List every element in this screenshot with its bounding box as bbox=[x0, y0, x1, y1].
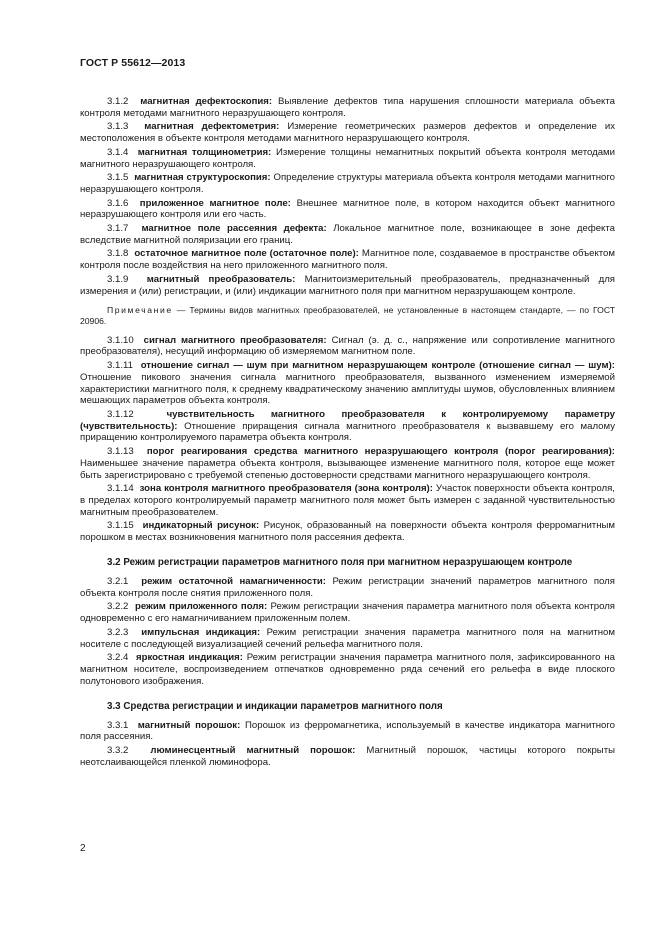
document-code: ГОСТ Р 55612—2013 bbox=[80, 57, 186, 69]
term-title: режим приложенного поля: bbox=[134, 601, 268, 613]
term-definition: Локальное магнитное поле, возникающее в зоне дефекта вследствие магнитной поляризации его границ. bbox=[80, 222, 615, 246]
term-definition: Магнитный порошок, частицы которого покрыты неотслаивающейся пленкой люминофора. bbox=[80, 745, 615, 768]
term-title: зона контроля магнитного преобразователя (зона контроля): bbox=[139, 483, 433, 495]
term-definition: Участок поверхности объекта контроля, в пределах которого контролируемый параметр магнитного поля может быть измерен с заданной чувствительностью магнитным преобразователем. bbox=[80, 483, 615, 518]
terms-block-3 bbox=[80, 576, 615, 688]
term-3-1-15: 3.1.15 индикаторный рисунок: Рисунок, образованный на поверхности объекта контроля ферромагнитным порошком в местах возникновения магнитного поля рассеяния дефекта. bbox=[80, 520, 615, 544]
terms-block-1 bbox=[80, 96, 615, 297]
term-title: магнитный преобразователь: bbox=[146, 273, 296, 285]
term-definition: Режим регистрации значения параметра магнитного поля на магнитном носителе с последующей визуализацией сечений рельефа магнитного поля. bbox=[80, 626, 615, 650]
term-title: магнитная дефектоскопия: bbox=[140, 96, 273, 107]
term-title: остаточное магнитное поле (остаточное поле): bbox=[134, 248, 359, 260]
term-title: сигнал магнитного преобразователя: bbox=[143, 334, 327, 346]
term-title: люминесцентный магнитный порошок: bbox=[150, 745, 356, 756]
term-definition: Режим регистрации значений параметров магнитного поля объекта контроля после снятия приложенного поля. bbox=[80, 576, 615, 599]
note bbox=[80, 305, 615, 326]
term-title: чувствительность магнитного преобразователя к контролируемому параметру (чувствительность): bbox=[80, 408, 615, 432]
term-3-2-1: 3.2.1 режим остаточной намагниченности: Режим регистрации значений параметров магнитного поля объекта контроля после снятия приложенного поля. bbox=[80, 576, 615, 599]
term-definition: Внешнее магнитное поле, в котором находится объект магнитного неразрушающего контроля или его часть. bbox=[80, 197, 616, 221]
term-3-1-6: 3.1.6 приложенное магнитное поле: Внешнее магнитное поле, в котором находится объект магнитного неразрушающего контроля или его часть. bbox=[80, 197, 616, 221]
term-definition: Определение структуры материала объекта контроля методами магнитного неразрушающего контроля. bbox=[80, 172, 615, 195]
term-3-1-5: 3.1.5 магнитная структуроскопия: Определение структуры материала объекта контроля методами магнитного неразрушающего контроля. bbox=[80, 172, 615, 195]
term-title: отношение сигнал — шум при магнитном неразрушающем контроле (отношение сигнал — шум): bbox=[140, 359, 615, 371]
term-title: магнитная структуроскопия: bbox=[134, 172, 271, 184]
term-title: яркостная индикация: bbox=[136, 652, 243, 664]
term-3-3-2: 3.3.2 люминесцентный магнитный порошок: Магнитный порошок, частицы которого покрыты неотслаивающейся пленкой люминофора. bbox=[80, 745, 615, 768]
term-title: магнитный порошок: bbox=[137, 719, 241, 731]
term-definition: Магнитное поле, создаваемое в пространстве объектом контроля после воздействия на него приложенного магнитного поля. bbox=[80, 248, 615, 272]
page-number: 2 bbox=[80, 843, 86, 854]
document-body bbox=[80, 96, 615, 770]
term-title: магнитное поле рассеяния дефекта: bbox=[141, 222, 327, 234]
term-definition: Режим регистрации значения параметра магнитного поля объекта контроля одновременно с его намагничиванием приложенным полем. bbox=[80, 601, 615, 625]
term-definition: Наименьшее значение параметра объекта контроля, вызывающее изменение магнитного поля, которое еще может быть зарегистрировано с требуемой степенью достоверности средствами магнитного неразрушающего контроля. bbox=[80, 457, 615, 481]
term-definition: Режим регистрации значения параметра магнитного поля, зафиксированного на магнитном носителе, воспроизведением отпечатков одновременно ряда сечений его рельефа в виде плоского полутонового изображения. bbox=[80, 652, 615, 687]
term-3-1-11: 3.1.11 отношение сигнал — шум при магнитном неразрушающем контроле (отношение сигнал — шум): Отношение пикового значения сигнала магнитного преобразователя, вызванного изменением измеряемой характеристики магнитного поля, к среднему квадратическому значению амплитуды шумов, обусловленных влиянием мешающих параметров объекта контроля. bbox=[80, 359, 615, 407]
note-label: Примечание bbox=[107, 305, 173, 316]
term-title: порог реагирования средства магнитного неразрушающего контроля (порог реагирования): bbox=[146, 446, 615, 458]
term-title: импульсная индикация: bbox=[141, 626, 261, 638]
term-3-1-2: 3.1.2 магнитная дефектоскопия: Выявление дефектов типа нарушения сплошности материала объекта контроля методами магнитного неразрушающего контроля. bbox=[80, 96, 615, 119]
term-3-1-14: 3.1.14 зона контроля магнитного преобразователя (зона контроля): Участок поверхности объекта контроля, в пределах которого контролируемый параметр магнитного поля может быть измерен с заданной чувствительностью магнитным преобразователем. bbox=[80, 483, 615, 518]
term-3-2-3: 3.2.3 импульсная индикация: Режим регистрации значения параметра магнитного поля на магнитном носителе с последующей визуализацией сечений рельефа магнитного поля. bbox=[80, 626, 615, 650]
term-definition: Измерение геометрических размеров дефектов и определение их местоположения в объекте контроля методами магнитного неразрушающего контроля. bbox=[80, 121, 615, 145]
term-3-1-9: 3.1.9 магнитный преобразователь: Магнитоизмерительный преобразователь, предназначенный для измерения и (или) регистрации, и (или) индикации магнитного поля при магнитном неразрушающем контроле. bbox=[80, 273, 615, 297]
term-3-3-1: 3.3.1 магнитный порошок: Порошок из ферромагнетика, используемый в качестве индикатора магнитного поля рассеяния. bbox=[80, 719, 615, 743]
term-3-1-13: 3.1.13 порог реагирования средства магнитного неразрушающего контроля (порог реагирования): Наименьшее значение параметра объекта контроля, вызывающее изменение магнитного поля, которое еще может быть зарегистрировано с требуемой степенью достоверности средствами магнитного неразрушающего контроля. bbox=[80, 446, 615, 481]
term-3-2-2: 3.2.2 режим приложенного поля: Режим регистрации значения параметра магнитного поля объекта контроля одновременно с его намагничиванием приложенным полем. bbox=[80, 601, 615, 625]
term-definition: Порошок из ферромагнетика, используемый в качестве индикатора магнитного поля рассеяния. bbox=[80, 719, 615, 743]
term-definition: Измерение толщины немагнитных покрытий объекта контроля методами магнитного неразрушающего контроля. bbox=[80, 146, 616, 170]
section-heading-3-2: 3.2 Режим регистрации параметров магнитного поля при магнитном неразрушающем контроле bbox=[107, 557, 573, 569]
term-title: магнитная дефектометрия: bbox=[144, 121, 280, 133]
term-definition: Отношение пикового значения сигнала магнитного преобразователя, вызванного изменением измеряемой характеристики магнитного поля, к среднему квадратическому значению амплитуды шумов, обусловленных влиянием мешающих параметров объекта контроля. bbox=[80, 371, 615, 407]
term-definition: Магнитоизмерительный преобразователь, предназначенный для измерения и (или) регистрации, и (или) индикации магнитного поля при магнитном неразрушающем контроле. bbox=[80, 273, 615, 297]
term-3-1-4: 3.1.4 магнитная толщинометрия: Измерение толщины немагнитных покрытий объекта контроля методами магнитного неразрушающего контроля. bbox=[80, 146, 616, 170]
term-3-1-3: 3.1.3 магнитная дефектометрия: Измерение геометрических размеров дефектов и определение их местоположения в объекте контроля методами магнитного неразрушающего контроля. bbox=[80, 121, 615, 145]
term-title: режим остаточной намагниченности: bbox=[141, 576, 326, 588]
term-definition: Отношение приращения сигнала магнитного преобразователя к вызвавшему его малому приращению контролируемого параметра объекта контроля. bbox=[80, 420, 615, 444]
term-3-1-10: 3.1.10 сигнал магнитного преобразователя: Сигнал (э. д. с., напряжение или сопротивление магнитного преобразователя), несущий информацию об измеряемом магнитном поле. bbox=[80, 334, 615, 358]
term-title: индикаторный рисунок: bbox=[142, 520, 260, 532]
term-title: приложенное магнитное поле: bbox=[139, 197, 291, 209]
term-definition: Рисунок, образованный на поверхности объекта контроля ферромагнитным порошком в местах возникновения магнитного поля рассеяния дефекта. bbox=[80, 520, 615, 544]
terms-block-2 bbox=[80, 335, 615, 545]
term-title: магнитная толщинометрия: bbox=[137, 146, 272, 158]
term-3-2-4: 3.2.4 яркостная индикация: Режим регистрации значения параметра магнитного поля, зафиксированного на магнитном носителе, воспроизведением отпечатков одновременно ряда сечений его рельефа в виде плоского полутонового изображения. bbox=[80, 652, 615, 687]
terms-block-4 bbox=[80, 720, 615, 769]
term-definition: Сигнал (э. д. с., напряжение или сопротивление магнитного преобразователя), несущий информацию об измеряемом магнитном поле. bbox=[80, 334, 615, 358]
term-definition: Выявление дефектов типа нарушения сплошности материала объекта контроля методами магнитного неразрушающего контроля. bbox=[80, 96, 615, 119]
term-3-1-7: 3.1.7 магнитное поле рассеяния дефекта: Локальное магнитное поле, возникающее в зоне дефекта вследствие магнитной поляризации его границ. bbox=[80, 222, 615, 246]
term-3-1-8: 3.1.8 остаточное магнитное поле (остаточное поле): Магнитное поле, создаваемое в пространстве объектом контроля после воздействия на него приложенного магнитного поля. bbox=[80, 248, 615, 272]
section-heading-3-3: 3.3 Средства регистрации и индикации параметров магнитного поля bbox=[107, 700, 443, 712]
note-text: — Термины видов магнитных преобразователей, не установленные в настоящем стандарте, — по ГОСТ 20906. bbox=[80, 305, 615, 326]
term-3-1-12: 3.1.12 чувствительность магнитного преобразователя к контролируемому параметру (чувствительность): Отношение приращения сигнала магнитного преобразователя к вызвавшему его малому приращению контролируемого параметра объекта контроля. bbox=[80, 408, 615, 444]
